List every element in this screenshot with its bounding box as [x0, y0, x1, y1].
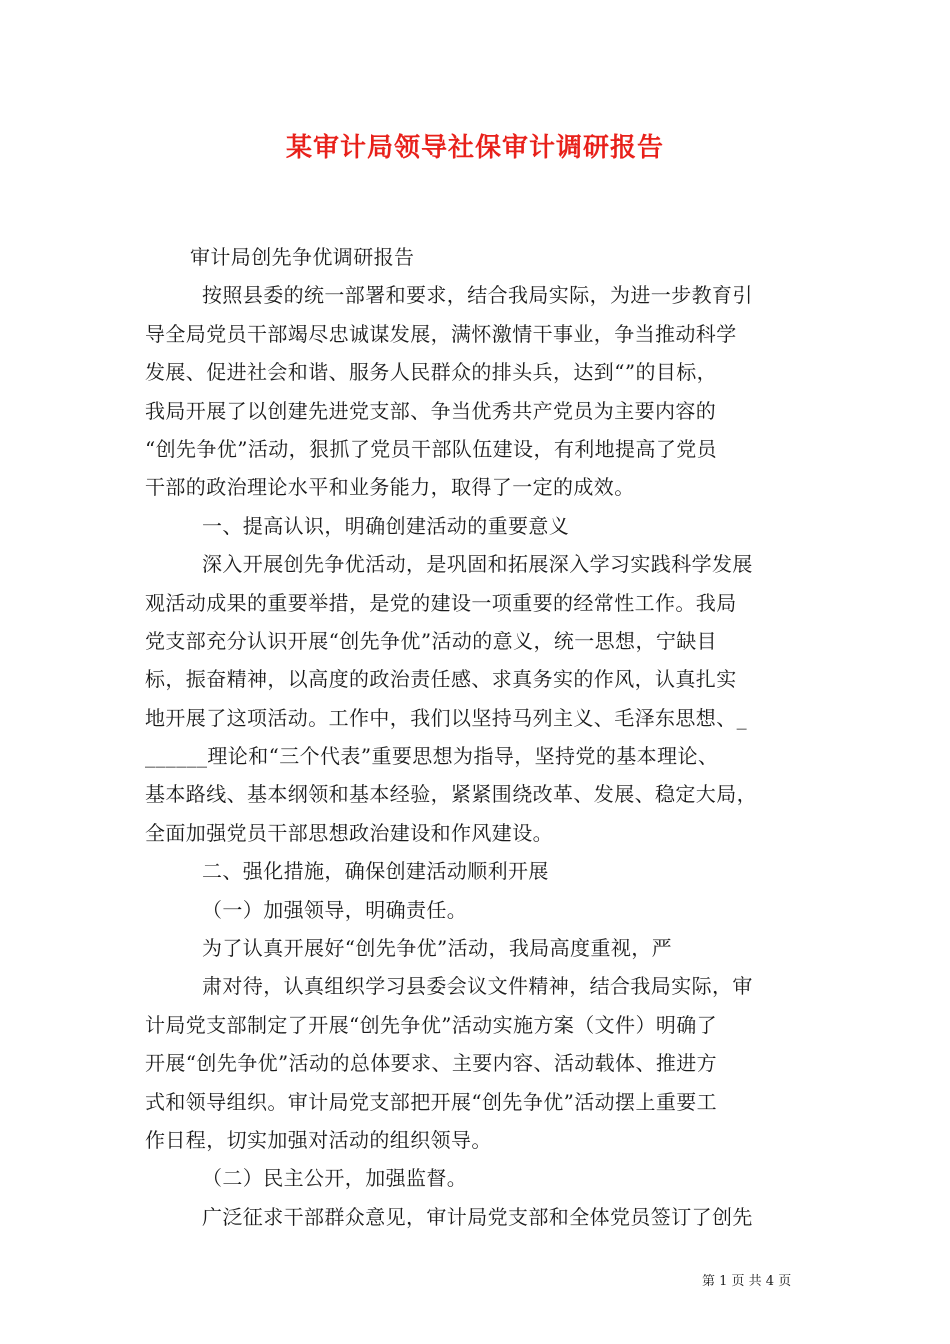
body-line: 肃对待，认真组织学习县委会议文件精神，结合我局实际，审 — [202, 974, 753, 999]
body-line: 观活动成果的重要举措，是党的建设一项重要的经常性工作。我局 — [145, 590, 737, 615]
section-heading: 一、提高认识，明确创建活动的重要意义 — [202, 513, 570, 538]
body-line: 基本路线、基本纲领和基本经验，紧紧围绕改革、发展、稳定大局， — [145, 782, 757, 807]
section-heading: 二、强化措施，确保创建活动顺利开展 — [202, 859, 549, 884]
body-line: 作日程，切实加强对活动的组织领导。 — [145, 1127, 492, 1152]
body-line: ______理论和“三个代表”重要思想为指导，坚持党的基本理论、 — [145, 744, 719, 769]
page-footer: 第 1 页 共 4 页 — [702, 1274, 792, 1289]
body-line: “创先争优”活动，狠抓了党员干部队伍建设，有利地提高了党员 — [145, 436, 718, 461]
body-line: 式和领导组织。审计局党支部把开展“创先争优”活动摆上重要工 — [145, 1089, 718, 1114]
body-line: 深入开展创先争优活动，是巩固和拓展深入学习实践科学发展 — [202, 552, 753, 577]
subtitle-line: 审计局创先争优调研报告 — [190, 245, 415, 269]
subsection-heading: （二）民主公开，加强监督。 — [202, 1166, 468, 1191]
body-line: 发展、促进社会和谐、服务人民群众的排头兵，达到“”的目标， — [145, 360, 718, 385]
body-line: 为了认真开展好“创先争优”活动，我局高度重视，严 — [202, 936, 673, 961]
body-line: 计局党支部制定了开展“创先争优”活动实施方案（文件）明确了 — [145, 1012, 718, 1037]
page-title: 某审计局领导社保审计调研报告 — [285, 133, 664, 163]
body-line: 地开展了这项活动。工作中，我们以坚持马列主义、毛泽东思想、_ — [145, 705, 747, 730]
body-line: 广泛征求干部群众意见，审计局党支部和全体党员签订了创先 — [202, 1204, 753, 1229]
body-line: 标，振奋精神，以高度的政治责任感、求真务实的作风，认真扎实 — [145, 667, 737, 692]
body-line: 导全局党员干部竭尽忠诚谋发展，满怀激情干事业，争当推动科学 — [145, 321, 737, 346]
subsection-heading: （一）加强领导，明确责任。 — [202, 897, 468, 922]
body-line: 按照县委的统一部署和要求，结合我局实际，为进一步教育引 — [202, 283, 753, 308]
body-line: 全面加强党员干部思想政治建设和作风建设。 — [145, 820, 553, 845]
body-line: 我局开展了以创建先进党支部、争当优秀共产党员为主要内容的 — [145, 398, 717, 423]
body-line: 党支部充分认识开展“创先争优”活动的意义，统一思想，宁缺目 — [145, 628, 718, 653]
document-body — [145, 238, 825, 1236]
body-line: 干部的政治理论水平和业务能力，取得了一定的成效。 — [145, 475, 635, 500]
body-line: 开展“创先争优”活动的总体要求、主要内容、活动载体、推进方 — [145, 1051, 718, 1076]
